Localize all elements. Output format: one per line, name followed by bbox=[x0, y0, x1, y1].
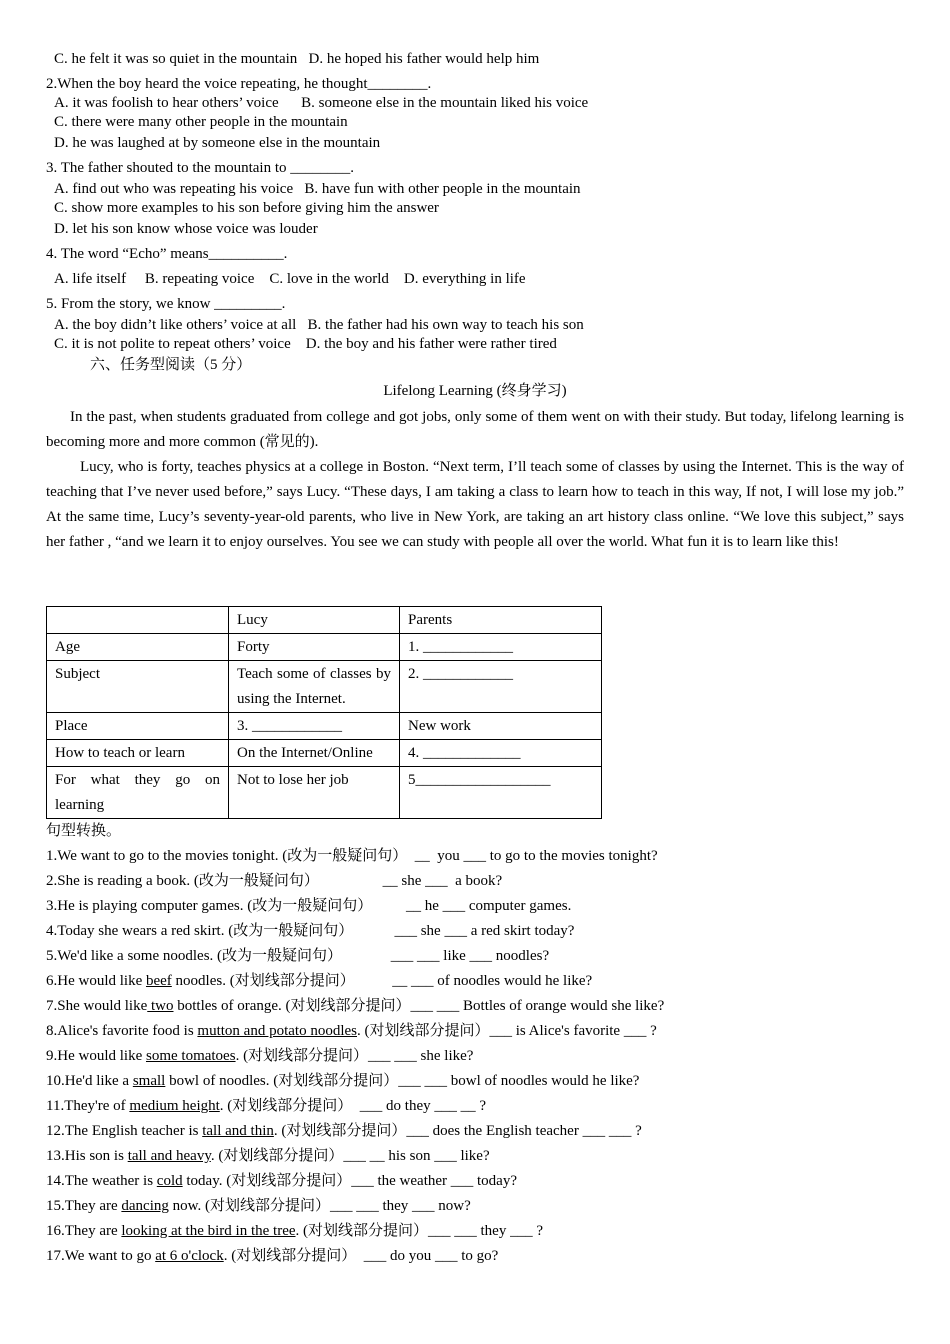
passage-paragraph-1: In the past, when students graduated from college and got jobs, only some of them went on with their study. But today, lifelong learning is becoming more and more common (常见的). bbox=[46, 409, 904, 450]
sentence-5: 5.We'd like a some noodles. (改为一般疑问句） ___ ___ like ___ noodles? bbox=[46, 948, 550, 964]
table-cell: Age bbox=[47, 634, 229, 661]
table-cell: On the Internet/Online bbox=[229, 740, 400, 767]
sentence-text: . (对划线部分提问） ___ do you ___ to go? bbox=[223, 1248, 499, 1264]
table-cell: 4. _____________ bbox=[400, 740, 602, 767]
underlined-part: beef bbox=[145, 973, 172, 989]
sentence-12 bbox=[46, 1119, 904, 1144]
table-cell: For what they go on learning bbox=[47, 767, 229, 819]
sentence-text: . (对划线部分提问）___ does the English teacher ___ ___ ? bbox=[273, 1123, 642, 1139]
table-header-cell bbox=[47, 607, 229, 634]
q2-options-ab: A. it was foolish to hear others’ voice B. someone else in the mountain liked his voice bbox=[54, 95, 589, 111]
underlined-part: mutton and potato noodles bbox=[197, 1023, 357, 1039]
sentence-15 bbox=[46, 1194, 904, 1219]
q5-options-ab: A. the boy didn’t like others’ voice at all B. the father had his own way to teach his son bbox=[54, 317, 584, 333]
table-cell: Forty bbox=[229, 634, 400, 661]
sentence-text: 13.His son is bbox=[46, 1148, 128, 1164]
sentence-text: 10.He'd like a bbox=[46, 1073, 133, 1089]
sentence-17 bbox=[46, 1244, 904, 1269]
table-header-cell: Parents bbox=[400, 607, 602, 634]
sentence-text: 9.He would like bbox=[46, 1048, 146, 1064]
underlined-part: tall and heavy bbox=[127, 1148, 211, 1164]
table-cell: Teach some of classes by using the Internet. bbox=[229, 661, 400, 713]
q4-stem: 4. The word “Echo” means__________. bbox=[46, 246, 288, 262]
q3-option-d: D. let his son know whose voice was louder bbox=[54, 221, 318, 237]
table-header-row bbox=[47, 607, 602, 634]
table-cell: New work bbox=[400, 713, 602, 740]
sentence-text: 8.Alice's favorite food is bbox=[46, 1023, 198, 1039]
table-cell: 5__________________ bbox=[400, 767, 602, 819]
q4-options: A. life itself B. repeating voice C. love in the world D. everything in life bbox=[54, 271, 526, 287]
underlined-part: cold bbox=[156, 1173, 183, 1189]
table-header-cell: Lucy bbox=[229, 607, 400, 634]
sentence-text: 12.The English teacher is bbox=[46, 1123, 203, 1139]
sentence-6 bbox=[46, 969, 904, 994]
sentence-10 bbox=[46, 1069, 904, 1094]
table-row bbox=[47, 740, 602, 767]
sentence-text: . (对划线部分提问）___ __ his son ___ like? bbox=[210, 1148, 490, 1164]
underlined-part: some tomatoes bbox=[145, 1048, 236, 1064]
sentence-text: 14.The weather is bbox=[46, 1173, 157, 1189]
sentence-8 bbox=[46, 1019, 904, 1044]
q1-options-cd: C. he felt it was so quiet in the mountain D. he hoped his father would help him bbox=[54, 51, 540, 67]
table-row bbox=[47, 713, 602, 740]
sentence-text: 11.They're of bbox=[46, 1098, 130, 1114]
q5-stem: 5. From the story, we know _________. bbox=[46, 296, 286, 312]
sentence-16 bbox=[46, 1219, 904, 1244]
q3-option-c: C. show more examples to his son before giving him the answer bbox=[54, 200, 439, 216]
sentence-text: 16.They are bbox=[46, 1223, 122, 1239]
section-heading-sentence-transform: 句型转换。 bbox=[46, 823, 122, 839]
sentence-14 bbox=[46, 1169, 904, 1194]
table-row bbox=[47, 661, 602, 713]
table-row bbox=[47, 767, 602, 819]
sentence-text: . (对划线部分提问）___ is Alice's favorite ___ ? bbox=[357, 1023, 657, 1039]
q2-stem: 2.When the boy heard the voice repeating, he thought________. bbox=[46, 76, 432, 92]
sentence-13 bbox=[46, 1144, 904, 1169]
table-cell: Place bbox=[47, 713, 229, 740]
task-table bbox=[46, 606, 602, 819]
sentence-7 bbox=[46, 994, 904, 1019]
sentence-text: . (对划线部分提问）___ ___ she like? bbox=[235, 1048, 474, 1064]
underlined-part: two bbox=[147, 998, 174, 1014]
table-row bbox=[47, 634, 602, 661]
sentence-text: now. (对划线部分提问）___ ___ they ___ now? bbox=[168, 1198, 471, 1214]
underlined-part: small bbox=[132, 1073, 166, 1089]
q5-options-cd: C. it is not polite to repeat others’ voice D. the boy and his father were rather tired bbox=[54, 336, 557, 352]
sentence-11 bbox=[46, 1094, 904, 1119]
sentence-9 bbox=[46, 1044, 904, 1069]
sentence-text: . (对划线部分提问）___ ___ they ___ ? bbox=[295, 1223, 543, 1239]
sentence-text: 15.They are bbox=[46, 1198, 122, 1214]
table-cell: Subject bbox=[47, 661, 229, 713]
sentence-text: . (对划线部分提问） ___ do they ___ __ ? bbox=[219, 1098, 487, 1114]
underlined-part: tall and thin bbox=[202, 1123, 274, 1139]
underlined-part: at 6 o'clock bbox=[155, 1248, 224, 1264]
q3-options-ab: A. find out who was repeating his voice B. have fun with other people in the mountain bbox=[54, 181, 581, 197]
sentence-text: today. (对划线部分提问）___ the weather ___ today? bbox=[182, 1173, 517, 1189]
sentence-text: noodles. (对划线部分提问） __ ___ of noodles would he like? bbox=[171, 973, 593, 989]
q2-option-d: D. he was laughed at by someone else in the mountain bbox=[54, 135, 381, 151]
sentence-text: 7.She would like bbox=[46, 998, 148, 1014]
sentence-text: bottles of orange. (对划线部分提问）___ ___ Bottles of orange would she like? bbox=[173, 998, 665, 1014]
sentence-text: 17.We want to go bbox=[46, 1248, 156, 1264]
underlined-part: dancing bbox=[121, 1198, 169, 1214]
passage-title: Lifelong Learning (终身学习) bbox=[383, 383, 567, 399]
table-cell: How to teach or learn bbox=[47, 740, 229, 767]
sentence-3: 3.He is playing computer games. (改为一般疑问句） __ he ___ computer games. bbox=[46, 898, 572, 914]
sentence-text: bowl of noodles. (对划线部分提问）___ ___ bowl of noodles would he like? bbox=[165, 1073, 640, 1089]
sentence-4: 4.Today she wears a red skirt. (改为一般疑问句） ___ she ___ a red skirt today? bbox=[46, 923, 575, 939]
sentence-1: 1.We want to go to the movies tonight. (改为一般疑问句） __ you ___ to go to the movies tonight? bbox=[46, 848, 658, 864]
sentence-2: 2.She is reading a book. (改为一般疑问句） __ she ___ a book? bbox=[46, 873, 503, 889]
underlined-part: looking at the bird in the tree bbox=[121, 1223, 296, 1239]
table-cell: Not to lose her job bbox=[229, 767, 400, 819]
sentence-text: 6.He would like bbox=[46, 973, 146, 989]
table-cell: 1. ____________ bbox=[400, 634, 602, 661]
passage-paragraph-2: Lucy, who is forty, teaches physics at a college in Boston. “Next term, I’ll teach some of classes by using the Internet. This is the way of teaching that I’ve never used before,” says Lucy. “These days, I am taking a class to learn how to teach in this way, If not, I will lose my job.” At the same time, Lucy’s seventy-year-old parents, who live in New York, are taking an art history class online. “We love this subject,” says her father , “and we learn it to enjoy ourselves. You see we can study with people all over the world. What fun it is to learn like this! bbox=[46, 459, 904, 550]
section-heading-task-reading: 六、任务型阅读（5 分） bbox=[90, 357, 252, 373]
q3-stem: 3. The father shouted to the mountain to ________. bbox=[46, 160, 355, 176]
underlined-part: medium height bbox=[129, 1098, 220, 1114]
document-page bbox=[46, 50, 904, 1269]
table-cell: 2. ____________ bbox=[400, 661, 602, 713]
q2-option-c: C. there were many other people in the mountain bbox=[54, 114, 348, 130]
table-cell: 3. ____________ bbox=[229, 713, 400, 740]
